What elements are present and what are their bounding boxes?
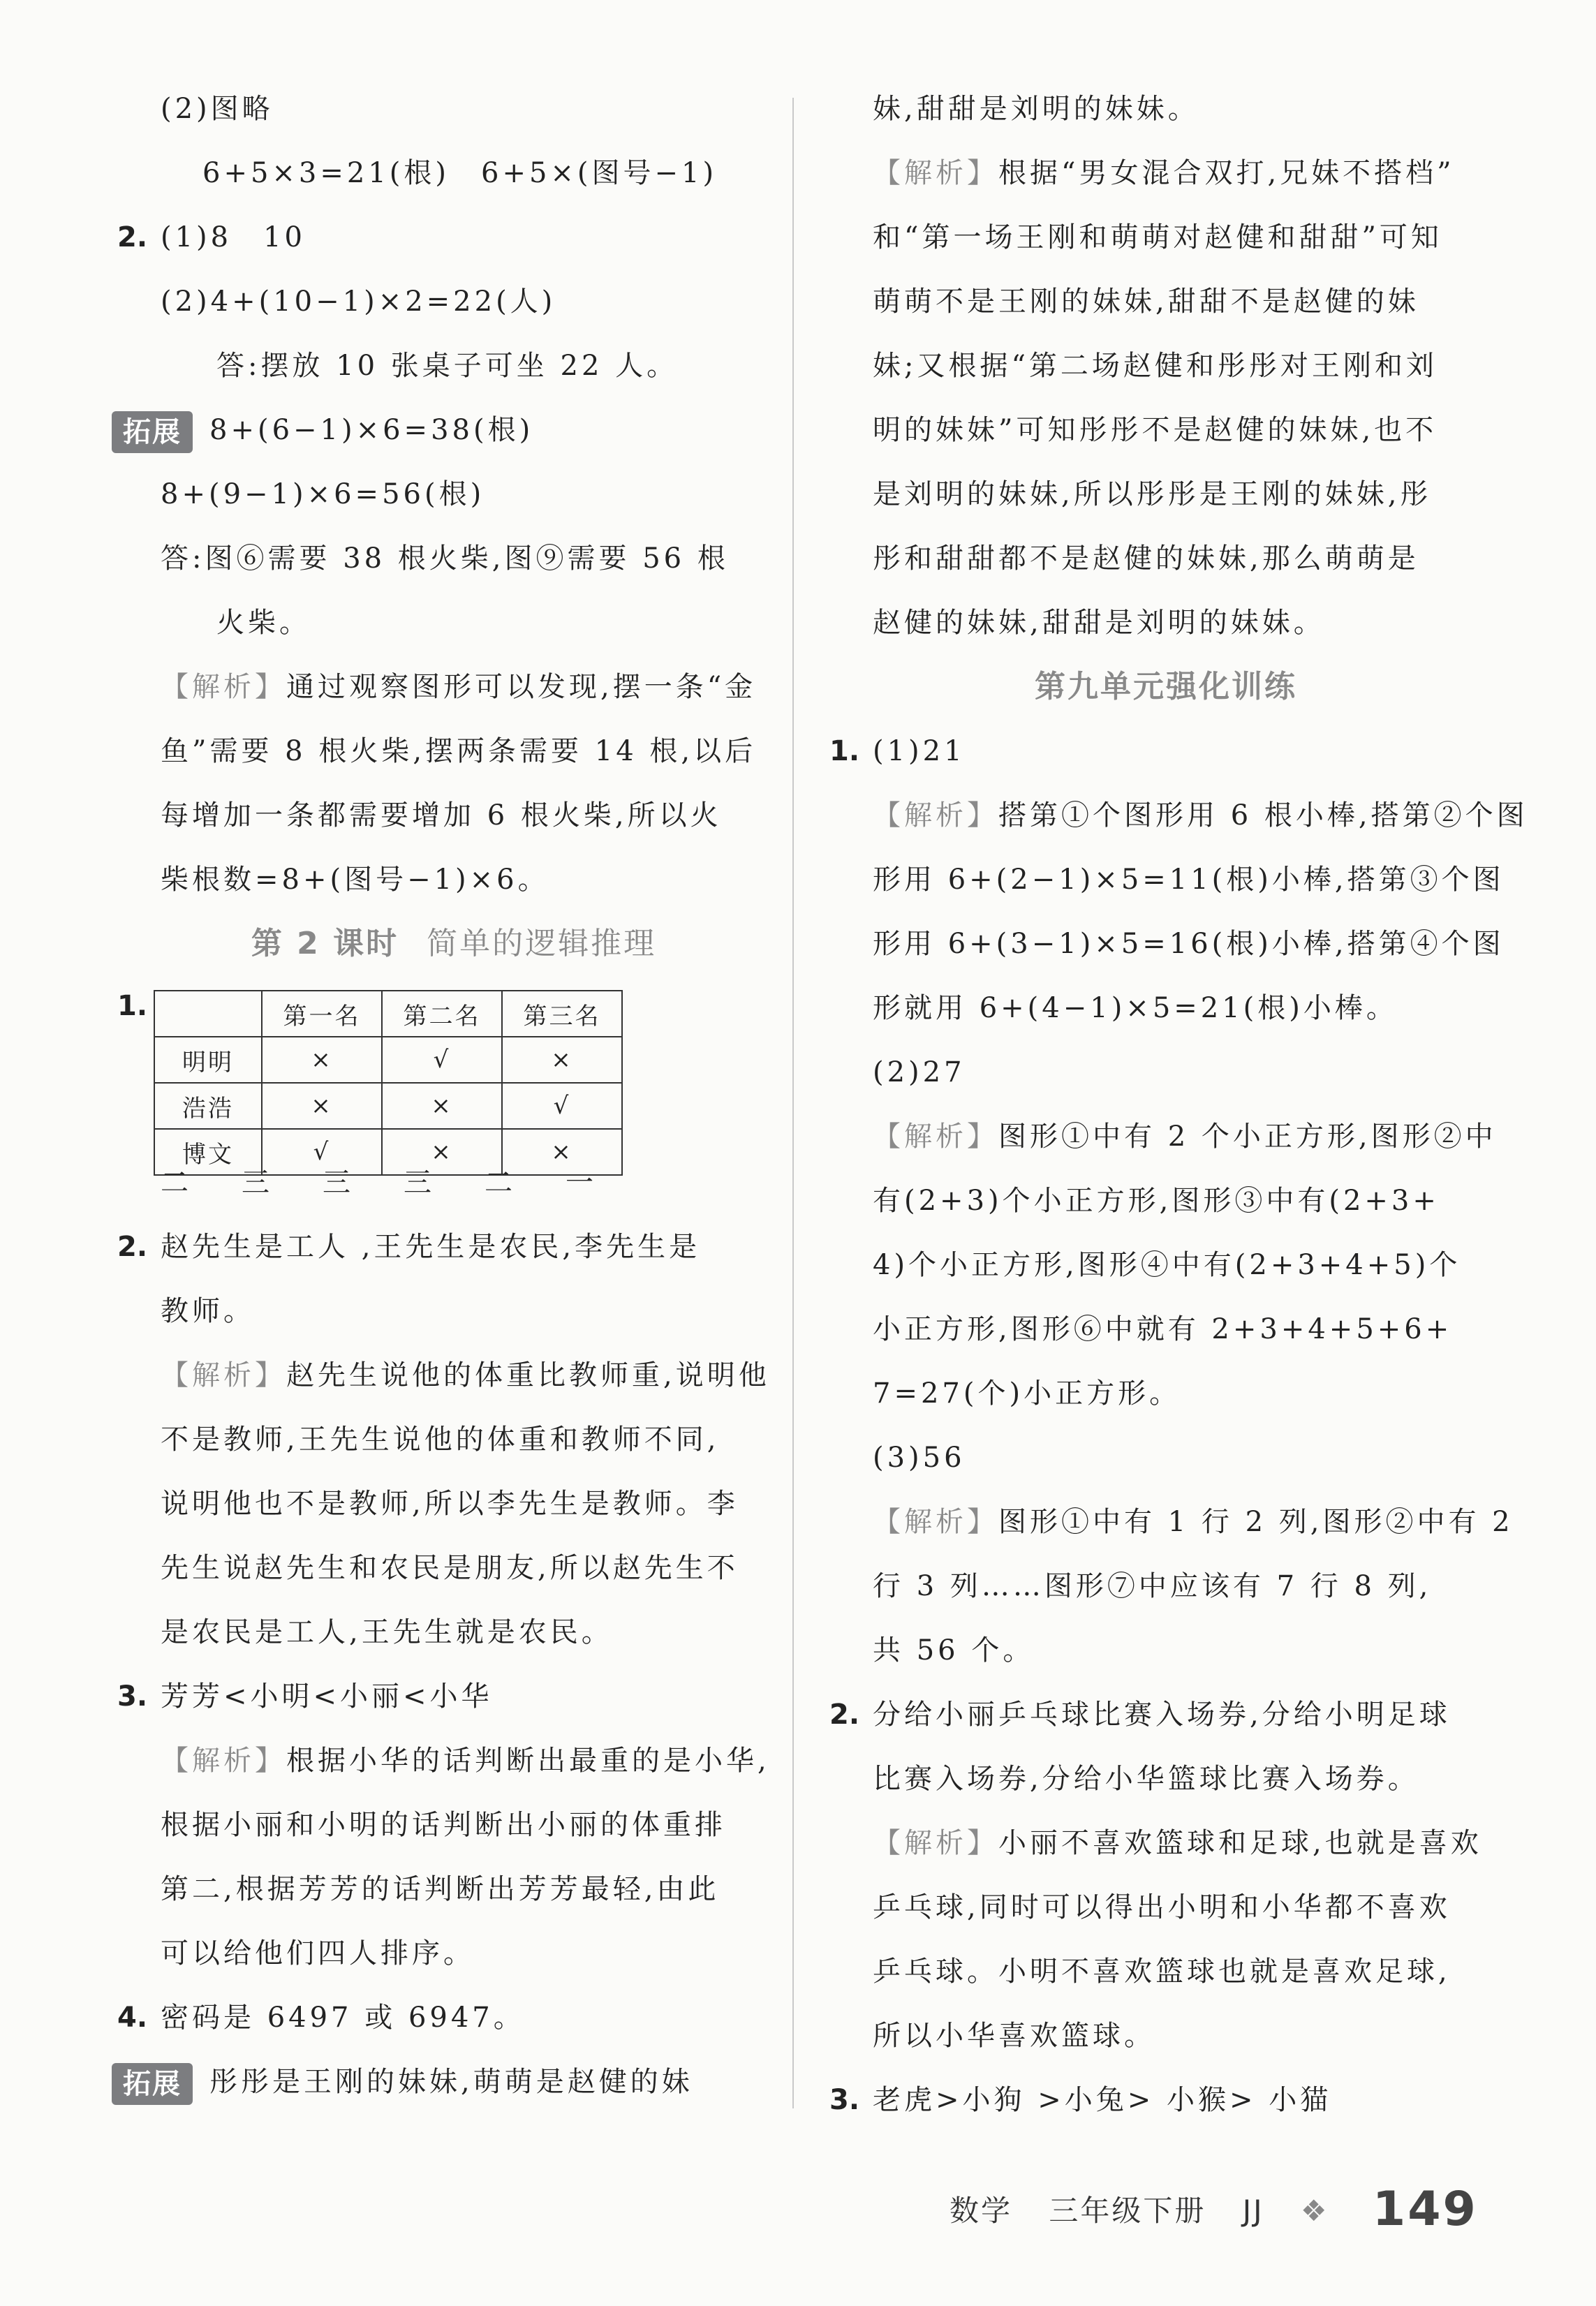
analysis-text: 小丽不喜欢篮球和足球,也就是喜欢 [998, 1827, 1482, 1859]
question-2 [112, 205, 796, 269]
text-line: 答:图⑥需要 38 根火柴,图⑨需要 56 根 [161, 542, 729, 575]
text-line: 赵健的妹妹,甜甜是刘明的妹妹。 [873, 607, 1325, 639]
table-cell: × [502, 1037, 622, 1083]
question-number: 2. [117, 1231, 148, 1263]
column-divider [792, 98, 794, 2108]
question-number: 3. [829, 2084, 860, 2116]
table-cell [154, 991, 262, 1037]
answer-text: 分给小丽乒乓球比赛入场券,分给小明足球 [873, 1699, 1451, 1731]
table-cell: × [502, 1129, 622, 1175]
ranking-table [154, 990, 623, 1176]
analysis-label: 【解析】 [161, 1745, 286, 1777]
text-line: 有(2+3)个小正方形,图形③中有(2+3+ [873, 1185, 1440, 1217]
analysis-line [112, 1343, 796, 1407]
text-line: 彤和甜甜都不是赵健的妹妹,那么萌萌是 [873, 542, 1419, 575]
answer-text: 彤彤是王刚的妹妹,萌萌是赵健的妹 [209, 2066, 693, 2098]
analysis-line [112, 1729, 796, 1793]
text-line: 是农民是工人,王先生就是农民。 [161, 1616, 613, 1648]
answer-text: 8+(6−1)×6=38(根) [209, 414, 534, 446]
text-line: 形就用 6+(4−1)×5=21(根)小棒。 [873, 992, 1398, 1024]
table-cell: 浩浩 [154, 1083, 262, 1129]
table-header: 第一名 [262, 991, 382, 1037]
analysis-text: 图形①中有 2 个小正方形,图形②中 [998, 1121, 1497, 1153]
text-line: 是刘明的妹妹,所以彤彤是王刚的妹妹,彤 [873, 478, 1432, 510]
unit-heading: 第九单元强化训练 [1035, 669, 1297, 704]
extension-badge: 拓展 [112, 411, 193, 453]
lesson-heading [112, 912, 796, 976]
table-cell: 博文 [154, 1129, 262, 1175]
text-line: 萌萌不是王刚的妹妹,甜甜不是赵健的妹 [873, 286, 1419, 318]
table-cell: √ [382, 1037, 502, 1083]
text-line: 共 56 个。 [873, 1634, 1035, 1666]
question-2 [824, 1683, 1508, 1747]
text-line: 所以小华喜欢篮球。 [873, 2020, 1155, 2052]
answer-text: 密码是 6497 或 6947。 [161, 2002, 525, 2034]
answer-text: (1)8 10 [161, 221, 306, 253]
analysis-label: 【解析】 [873, 1121, 998, 1153]
analysis-line [824, 1490, 1514, 1554]
left-column [112, 77, 796, 2114]
table-cell: √ [262, 1129, 382, 1175]
page-number: 149 [1372, 2182, 1478, 2237]
table-row [154, 1129, 622, 1175]
table-row [154, 1083, 622, 1129]
text-line: 7=27(个)小正方形。 [873, 1377, 1181, 1410]
question-number: 3. [117, 1680, 148, 1713]
analysis-line [824, 783, 1528, 848]
text-line: 火柴。 [216, 607, 311, 639]
question-number: 2. [829, 1699, 860, 1731]
footer-subject: 数学 [950, 2194, 1013, 2228]
analysis-label: 【解析】 [161, 671, 286, 703]
analysis-text: 搭第①个图形用 6 根小棒,搭第②个图 [998, 799, 1528, 832]
heading-sub: 简单的逻辑推理 [427, 926, 657, 961]
analysis-text: 根据小华的话判断出最重的是小华, [286, 1745, 770, 1777]
text-line: 小正方形,图形⑥中就有 2+3+4+5+6+ [873, 1313, 1453, 1345]
text-line: 形用 6+(2−1)×5=11(根)小棒,搭第③个图 [873, 864, 1505, 896]
text-line: 教师。 [161, 1295, 255, 1327]
analysis-text: 根据“男女混合双打,兄妹不搭档” [998, 157, 1455, 189]
text-line: (2)27 [873, 1056, 966, 1088]
heading-main: 第 2 课时 [251, 926, 399, 961]
question-1-table-block [112, 976, 796, 1169]
table-cell: √ [502, 1083, 622, 1129]
text-line: 4)个小正方形,图形④中有(2+3+4+5)个 [873, 1249, 1461, 1281]
table-cell: × [262, 1037, 382, 1083]
table-header-row [154, 991, 622, 1037]
text-line: (2)图略 [161, 93, 274, 125]
table-cell: × [382, 1083, 502, 1129]
extension-line [112, 2050, 796, 2114]
table-cell: × [382, 1129, 502, 1175]
text-line: 每增加一条都需要增加 6 根火柴,所以火 [161, 799, 722, 832]
text-line: 比赛入场券,分给小华篮球比赛入场券。 [873, 1763, 1419, 1795]
table-cell: × [262, 1083, 382, 1129]
answer-text: (1)21 [873, 735, 966, 767]
text-line: 行 3 列……图形⑦中应该有 7 行 8 列, [873, 1570, 1432, 1602]
analysis-text: 赵先生说他的体重比教师重,说明他 [286, 1359, 770, 1391]
table-header: 第三名 [502, 991, 622, 1037]
table-header: 第二名 [382, 991, 502, 1037]
analysis-label: 【解析】 [873, 1506, 998, 1538]
analysis-label: 【解析】 [873, 157, 998, 189]
text-line: 第二,根据芳芳的话判断出芳芳最轻,由此 [161, 1873, 720, 1905]
question-number: 1. [117, 990, 148, 1022]
question-1 [824, 719, 1508, 783]
question-number: 2. [117, 221, 148, 253]
analysis-line [824, 1811, 1508, 1875]
table-row [154, 1037, 622, 1083]
analysis-label: 【解析】 [873, 799, 998, 832]
right-column [824, 77, 1528, 2132]
text-line: 答:摆放 10 张桌子可坐 22 人。 [216, 350, 679, 382]
footer-edition: JJ [1242, 2194, 1264, 2228]
question-2 [112, 1215, 796, 1279]
question-3 [112, 1664, 796, 1729]
answer-text: 赵先生是工人 ,王先生是农民,李先生是 [161, 1231, 701, 1263]
text-line: 说明他也不是教师,所以李先生是教师。李 [161, 1488, 739, 1520]
text-line: 妹,甜甜是刘明的妹妹。 [873, 93, 1199, 125]
analysis-label: 【解析】 [161, 1359, 286, 1391]
text-line: 妹;又根据“第二场赵健和彤彤对王刚和刘 [873, 350, 1438, 382]
text-line: 形用 6+(3−1)×5=16(根)小棒,搭第④个图 [873, 928, 1505, 960]
question-4 [112, 1986, 796, 2050]
text-line: 8+(9−1)×6=56(根) [161, 478, 485, 510]
answer-text: 芳芳<小明<小丽<小华 [161, 1680, 493, 1713]
analysis-label: 【解析】 [873, 1827, 998, 1859]
text-line: 柴根数=8+(图号−1)×6。 [161, 864, 549, 896]
text-line: 和“第一场王刚和萌萌对赵健和甜甜”可知 [873, 221, 1442, 253]
extension-badge: 拓展 [112, 2063, 193, 2105]
extension-line [112, 398, 796, 462]
question-number: 4. [117, 2002, 148, 2034]
table-cell: 明明 [154, 1037, 262, 1083]
text-line: 乒乓球。小明不喜欢篮球也就是喜欢足球, [873, 1956, 1451, 1988]
text-line: 不是教师,王先生说他的体重和教师不同, [161, 1424, 720, 1456]
diamond-icon: ❖ [1300, 2194, 1329, 2228]
question-number: 1. [829, 735, 860, 767]
analysis-text: 图形①中有 1 行 2 列,图形②中有 2 [998, 1506, 1514, 1538]
question-3 [824, 2068, 1508, 2132]
text-line: 可以给他们四人排序。 [161, 1937, 475, 1969]
analysis-line [112, 655, 796, 719]
text-line: 先生说赵先生和农民是朋友,所以赵先生不 [161, 1552, 739, 1584]
analysis-text: 通过观察图形可以发现,摆一条“金 [286, 671, 757, 703]
page-footer [950, 2182, 1503, 2237]
text-line: 6+5×3=21(根) 6+5×(图号−1) [202, 157, 718, 189]
analysis-line [824, 141, 1508, 205]
text-line: 明的妹妹”可知彤彤不是赵健的妹妹,也不 [873, 414, 1438, 446]
answer-text: 老虎>小狗 >小兔> 小猴> 小猫 [873, 2084, 1332, 2116]
analysis-line [824, 1104, 1508, 1169]
footer-grade: 三年级下册 [1049, 2194, 1206, 2228]
text-line: (3)56 [873, 1442, 966, 1474]
answer-row: 二 三 三 三 二 一 [161, 1167, 606, 1199]
text-line: (2)4+(10−1)×2=22(人) [161, 286, 556, 318]
text-line: 根据小丽和小明的话判断出小丽的体重排 [161, 1809, 726, 1841]
text-line: 乒乓球,同时可以得出小明和小华都不喜欢 [873, 1891, 1451, 1923]
text-line: 鱼”需要 8 根火柴,摆两条需要 14 根,以后 [161, 735, 757, 767]
